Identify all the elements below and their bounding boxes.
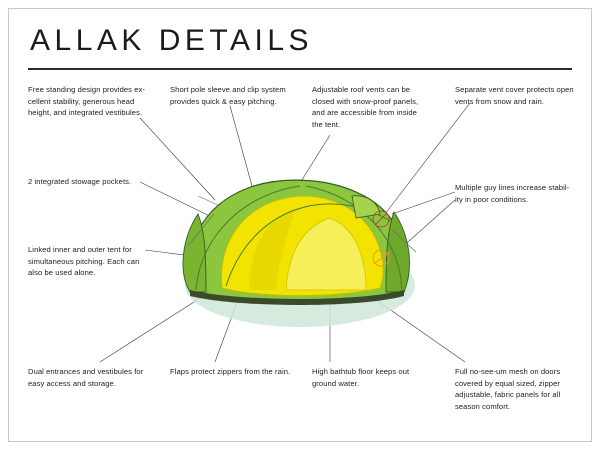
callout-line: ground water. — [312, 378, 360, 388]
callout-line: the tent. — [312, 119, 341, 129]
callout-line: provides quick & easy pitching. — [170, 96, 277, 106]
callout-mesh-doors — [455, 366, 579, 412]
callout-line: season comfort. — [455, 401, 511, 411]
callout-free-standing — [28, 84, 156, 119]
callout-flaps-protect-zippers — [170, 366, 310, 378]
callout-line: Free standing design provides ex- — [28, 85, 146, 94]
callout-line: Separate vent cover protects open — [455, 85, 574, 94]
callout-line: Adjustable roof vents can be — [312, 85, 411, 94]
callout-line: Full no-see-um mesh on doors — [455, 367, 561, 376]
callout-separate-vent-cover — [455, 84, 579, 107]
callout-line: easy access and storage. — [28, 378, 117, 388]
callout-line: Short pole sleeve and clip system — [170, 85, 286, 94]
callout-stowage-pockets — [28, 176, 158, 188]
callout-line: Flaps protect zippers from the rain. — [170, 367, 291, 376]
callout-line: adjustable, fabric panels for all — [455, 390, 561, 399]
callout-adjustable-roof-vents — [312, 84, 434, 130]
callout-line: also be used alone. — [28, 268, 96, 277]
callout-line: closed with snow-proof panels, — [312, 96, 419, 106]
callout-line: height, and integrated vestibules. — [28, 108, 143, 117]
callout-line: covered by equal sized, zipper — [455, 378, 560, 388]
callout-dual-entrances — [28, 366, 156, 389]
callout-line: and are accessible from inside — [312, 108, 417, 117]
callout-line: vents from snow and rain. — [455, 96, 544, 106]
callout-line: Dual entrances and vestibules for — [28, 367, 144, 376]
callout-line: 2 integrated stowage pockets. — [28, 177, 132, 186]
page-title: ALLAK DETAILS — [30, 24, 314, 57]
roof-vent — [352, 196, 380, 218]
callout-line: Multiple guy lines increase stabil- — [455, 183, 570, 192]
callout-bathtub-floor — [312, 366, 436, 389]
callout-line: cellent stability, generous head — [28, 96, 135, 106]
callout-linked-inner-outer — [28, 244, 152, 279]
callout-line: simultaneous pitching. Each can — [28, 256, 140, 266]
callout-short-pole-sleeve — [170, 84, 302, 107]
callout-guy-lines — [455, 182, 583, 205]
callout-line: ity in poor conditions. — [455, 194, 529, 204]
callout-line: Linked inner and outer tent for — [28, 245, 132, 254]
callout-line: High bathtub floor keeps out — [312, 367, 410, 376]
